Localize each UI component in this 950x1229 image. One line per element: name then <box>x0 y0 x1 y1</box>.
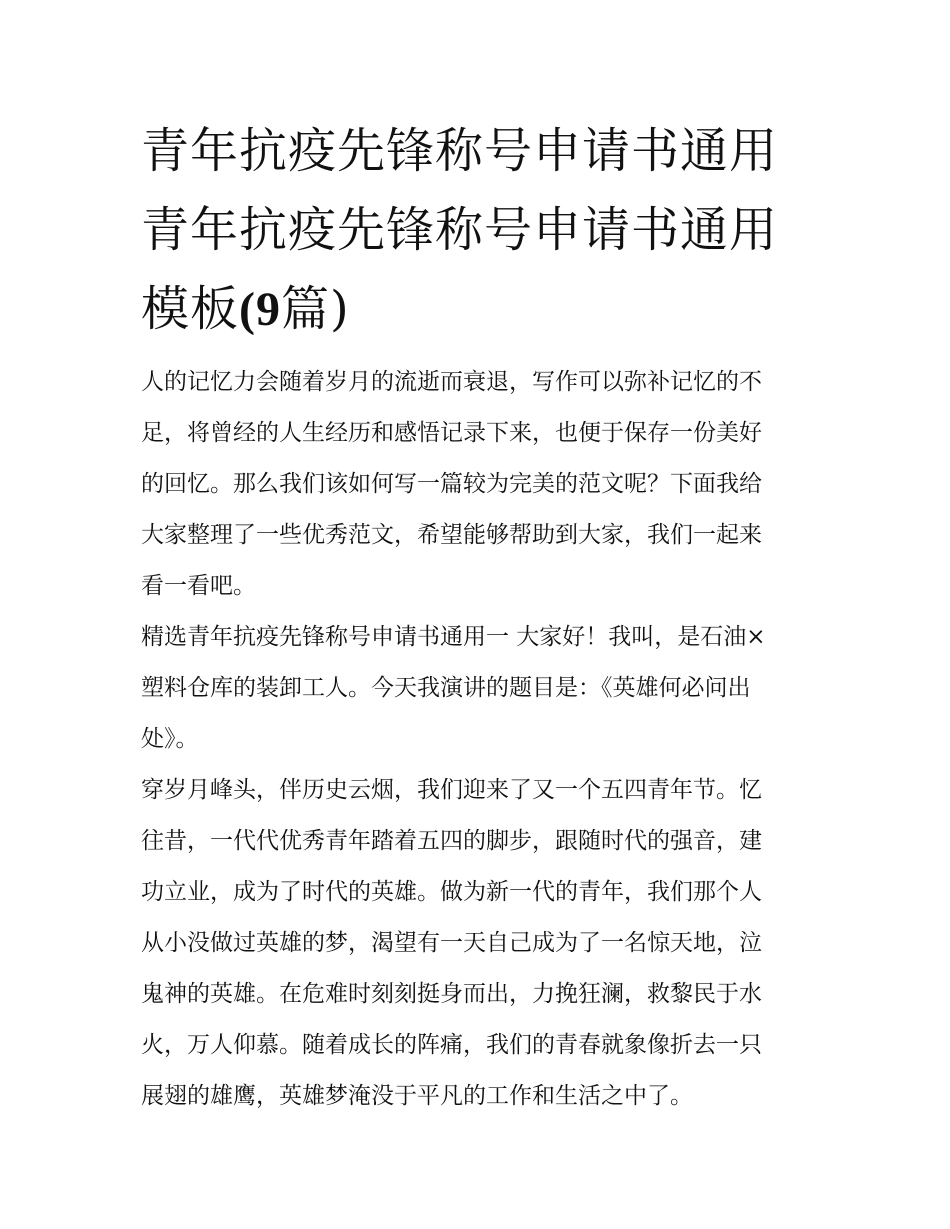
title-line-3-text: 模板 <box>141 281 240 337</box>
paragraph-line: 火，万人仰慕。随着成长的阵痛，我们的青春就象像折去一只 <box>141 1032 762 1058</box>
document-title <box>141 112 813 349</box>
title-line-3 <box>141 270 813 349</box>
paragraph-line: 的回忆。那么我们该如何写一篇较为完美的范文呢？下面我给 <box>141 471 762 497</box>
paragraph-line: 处》。 <box>141 726 199 752</box>
paragraph-line: 大家整理了一些优秀范文，希望能够帮助到大家，我们一起来 <box>141 522 762 548</box>
paragraph-youth-day <box>141 765 813 1122</box>
paragraph-line: 鬼神的英雄。在危难时刻刻挺身而出，力挽狂澜，救黎民于水 <box>141 981 762 1007</box>
title-line-2: 青年抗疫先锋称号申请书通用 <box>141 202 779 258</box>
paragraph-line: 精选青年抗疫先锋称号申请书通用一 大家好！我叫，是石油× <box>141 624 766 650</box>
title-line-3-suffix: 篇) <box>281 281 350 337</box>
paragraph-line: 从小没做过英雄的梦，渴望有一天自己成为了一名惊天地，泣 <box>141 930 762 956</box>
title-line-3-number: (9 <box>239 283 281 336</box>
paragraph-intro <box>141 357 813 612</box>
paragraph-line: 人的记忆力会随着岁月的流逝而衰退，写作可以弥补记忆的不 <box>141 369 762 395</box>
document-content <box>141 112 813 1122</box>
paragraph-line: 功立业，成为了时代的英雄。做为新一代的青年，我们那个人 <box>141 879 762 905</box>
title-line-1: 青年抗疫先锋称号申请书通用 <box>141 123 779 179</box>
paragraph-line: 足，将曾经的人生经历和感悟记录下来，也便于保存一份美好 <box>141 420 762 446</box>
paragraph-line: 往昔，一代代优秀青年踏着五四的脚步，跟随时代的强音，建 <box>141 828 762 854</box>
paragraph-speech-opening <box>141 612 813 765</box>
paragraph-line: 塑料仓库的装卸工人。今天我演讲的题目是：《英雄何必问出 <box>141 675 751 701</box>
paragraph-line: 看一看吧。 <box>141 573 256 599</box>
document-body <box>141 357 813 1122</box>
paragraph-line: 穿岁月峰头，伴历史云烟，我们迎来了又一个五四青年节。忆 <box>141 777 762 803</box>
paragraph-line: 展翅的雄鹰，英雄梦淹没于平凡的工作和生活之中了。 <box>141 1083 693 1109</box>
